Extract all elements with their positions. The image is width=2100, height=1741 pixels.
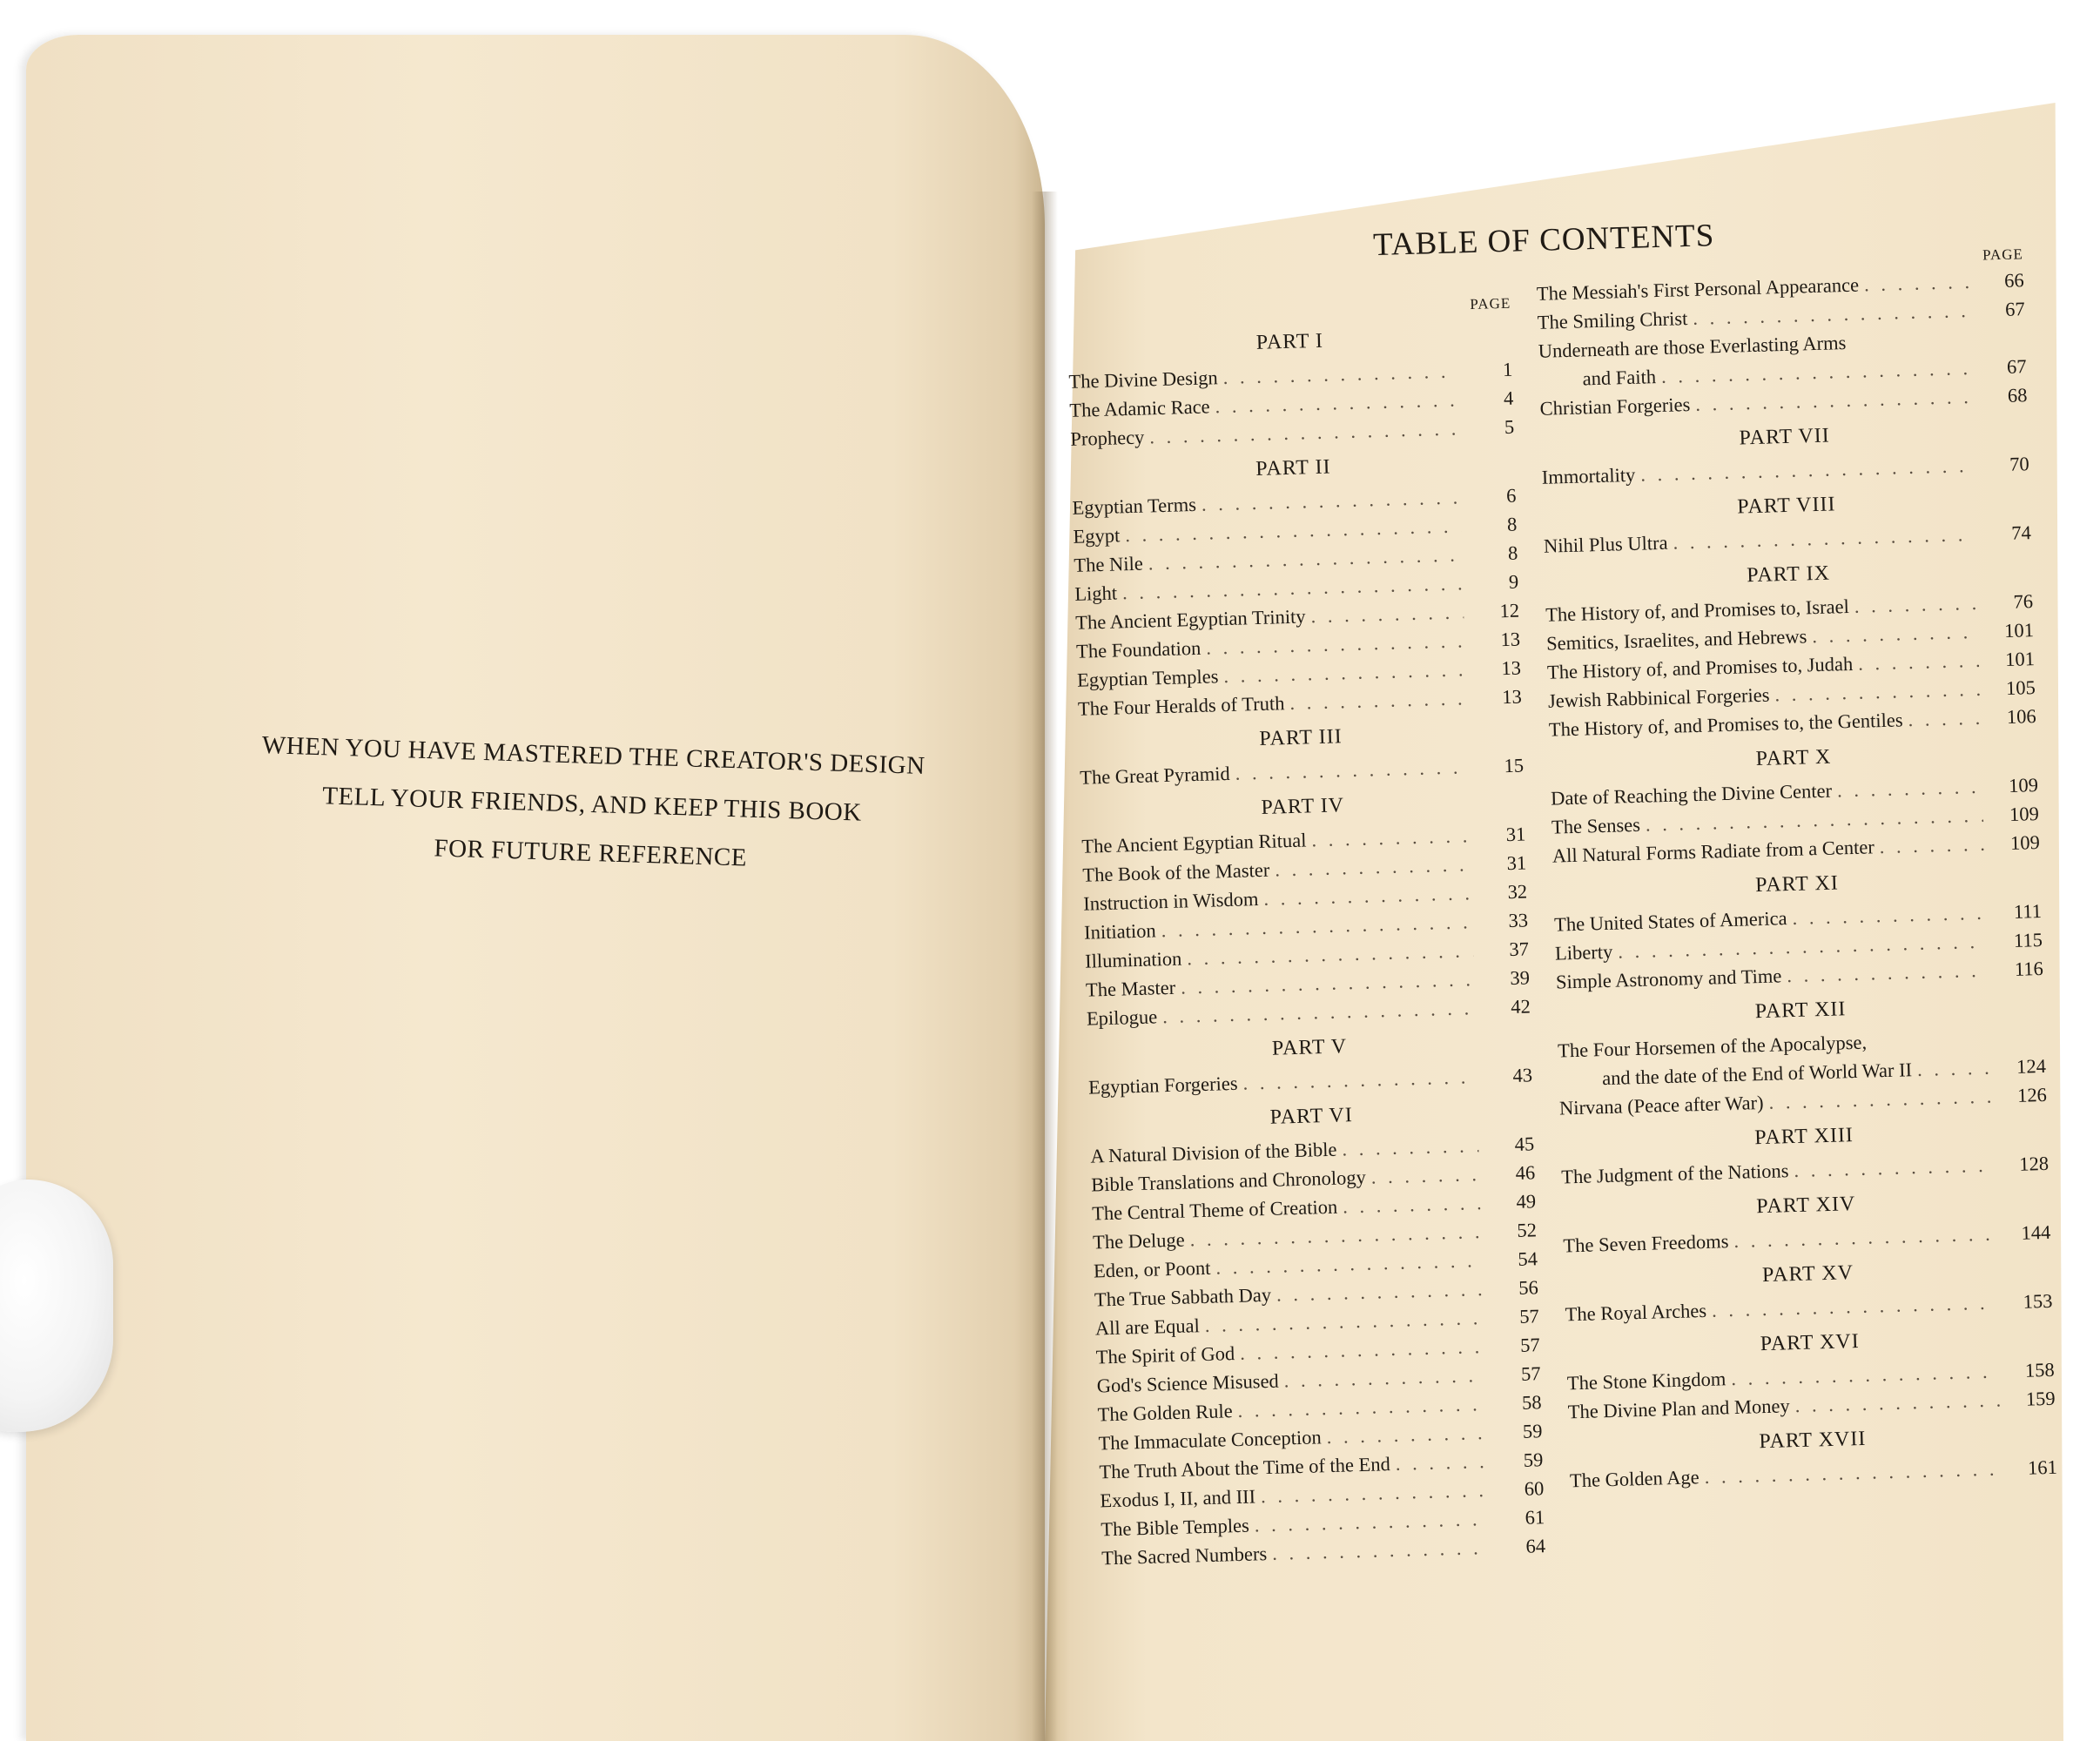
entry-title: Illumination — [1084, 947, 1182, 972]
entry-title: and the date of the End of World War II — [1601, 1059, 1913, 1090]
entry-title: The Ancient Egyptian Trinity — [1074, 605, 1306, 634]
entry-page-number: 13 — [1500, 628, 1521, 651]
part-heading: PART V — [1271, 1035, 1348, 1060]
entry-title: The Senses — [1551, 813, 1641, 838]
entry-page-number — [1975, 344, 2026, 346]
dot-leader — [1310, 597, 1464, 630]
entry-page-number: 101 — [2003, 619, 2035, 642]
entry-page-number: 57 — [1519, 1334, 1540, 1356]
entry-page-number: 4 — [1503, 387, 1514, 409]
entry-title: Epilogue — [1086, 1005, 1158, 1030]
entry-title: The Judgment of the Nations — [1560, 1160, 1789, 1188]
reference-notice — [242, 720, 943, 888]
notice-line: TELL YOUR FRIENDS, AND KEEP THIS BOOK — [321, 782, 863, 827]
entry-title: and Faith — [1582, 366, 1657, 390]
page-column-label: PAGE — [1470, 294, 1511, 313]
part-heading: PART VII — [1739, 424, 1831, 450]
toc-column-1 — [1067, 292, 1545, 1573]
entry-title: Egyptian Temples — [1076, 665, 1219, 691]
left-page — [26, 35, 1045, 1741]
entry-title: Christian Forgeries — [1539, 393, 1691, 420]
entry-page-number: 59 — [1522, 1420, 1543, 1442]
entry-title: The Four Heralds of Truth — [1077, 692, 1285, 720]
entry-page-number: 101 — [2004, 648, 2036, 671]
page-column-label: PAGE — [1982, 245, 2024, 264]
entry-title: The Nile — [1074, 552, 1144, 576]
dot-leader — [1864, 267, 1969, 299]
entry-page-number: 37 — [1509, 938, 1530, 961]
entry-title: The Four Horsemen of the Apocalypse, — [1557, 1031, 1868, 1062]
entry-page-number: 33 — [1508, 909, 1529, 932]
entry-title: Date of Reaching the Divine Center — [1550, 779, 1833, 810]
entry-page-number: 15 — [1504, 754, 1525, 777]
part-heading: PART VIII — [1736, 493, 1836, 519]
entry-page-number: 52 — [1517, 1219, 1538, 1241]
entry-title: A Natural Division of the Bible — [1090, 1138, 1337, 1167]
dot-leader — [1837, 772, 1983, 805]
entry-page-number: 68 — [2007, 384, 2028, 407]
entry-page-number: 111 — [2013, 899, 2043, 923]
dot-leader — [1812, 617, 1979, 650]
entry-title: Semitics, Israelites, and Hebrews — [1545, 625, 1807, 655]
entry-page-number: 109 — [2009, 830, 2041, 854]
notice-line: FOR FUTURE REFERENCE — [433, 834, 748, 872]
entry-title: Underneath are those Everlasting Arms — [1538, 331, 1847, 362]
entry-title: The Foundation — [1075, 636, 1201, 662]
entry-title: Nirvana (Peace after War) — [1558, 1091, 1764, 1119]
entry-page-number: 76 — [2013, 590, 2034, 613]
entry-page-number: 105 — [2005, 676, 2036, 699]
entry-title: The Royal Arches — [1565, 1299, 1707, 1326]
entry-page-number: 116 — [2014, 957, 2044, 980]
part-heading: PART IV — [1261, 794, 1345, 819]
entry-page-number: 115 — [2013, 928, 2043, 951]
toc-title: TABLE OF CONTENTS — [1372, 218, 1715, 264]
entry-title: The Deluge — [1092, 1228, 1186, 1254]
book-gutter — [1032, 192, 1058, 1741]
part-heading: PART XV — [1761, 1261, 1854, 1287]
entry-page-number: 106 — [2006, 705, 2037, 728]
entry-title: Immortality — [1541, 463, 1636, 488]
entry-title: All are Equal — [1094, 1314, 1201, 1340]
entry-title: The History of, and Promises to, Israel — [1545, 595, 1850, 626]
entry-title: The Divine Plan and Money — [1567, 1395, 1791, 1423]
part-heading: PART XI — [1754, 871, 1840, 897]
entry-title: The Messiah's First Personal Appearance — [1536, 273, 1860, 305]
entry-title: Eden, or Poont — [1093, 1256, 1211, 1282]
part-heading: PART I — [1255, 329, 1324, 354]
entry-page-number: 1 — [1502, 358, 1513, 380]
entry-page-number: 153 — [2023, 1289, 2053, 1313]
part-heading: PART XIII — [1753, 1124, 1854, 1150]
dot-leader — [1858, 646, 1980, 678]
entry-page-number: 158 — [2024, 1358, 2056, 1381]
entry-title: The Great Pyramid — [1079, 762, 1230, 789]
part-heading: PART X — [1755, 745, 1832, 771]
entry-page-number: 32 — [1507, 880, 1528, 904]
entry-title: The Golden Rule — [1097, 1400, 1233, 1426]
dot-leader — [1879, 830, 1984, 861]
entry-title: The Truth About the Time of the End — [1099, 1453, 1391, 1483]
dot-leader — [1794, 1151, 1994, 1185]
entry-title: Instruction in Wisdom — [1082, 888, 1259, 915]
entry-title: The Master — [1085, 976, 1176, 1001]
part-heading: PART III — [1259, 725, 1343, 750]
entry-page-number: 5 — [1504, 415, 1515, 438]
entry-title: The Smiling Christ — [1537, 307, 1688, 333]
entry-page-number: 8 — [1506, 513, 1518, 535]
entry-page-number: 74 — [2010, 521, 2032, 544]
part-heading: PART II — [1255, 455, 1331, 481]
entry-page-number: 12 — [1499, 599, 1520, 622]
entry-page-number: 126 — [2016, 1083, 2048, 1106]
entry-page-number: 45 — [1514, 1133, 1535, 1155]
dot-leader — [1343, 1188, 1481, 1220]
entry-page-number: 70 — [2009, 453, 2029, 475]
entry-page-number: 56 — [1518, 1276, 1539, 1299]
entry-title: Initiation — [1083, 919, 1157, 944]
entry-title: The Golden Age — [1569, 1466, 1700, 1492]
entry-page-number: 128 — [2018, 1152, 2050, 1175]
entry-page-number: 54 — [1518, 1247, 1538, 1270]
entry-page-number: 31 — [1506, 851, 1527, 875]
entry-page-number: 46 — [1515, 1161, 1536, 1184]
entry-page-number: 9 — [1508, 570, 1519, 593]
entry-title: The Book of the Master — [1082, 858, 1270, 886]
dot-leader — [1342, 1131, 1479, 1163]
entry-title: The Sacred Numbers — [1100, 1543, 1268, 1570]
entry-page-number: 60 — [1524, 1477, 1545, 1500]
notice-line: WHEN YOU HAVE MASTERED THE CREATOR'S DESIGN — [261, 731, 926, 780]
part-heading: PART VI — [1269, 1104, 1354, 1129]
entry-title: Bible Translations and Chronology — [1090, 1166, 1367, 1196]
part-heading: PART XVI — [1760, 1330, 1861, 1356]
entry-page-number: 61 — [1525, 1506, 1545, 1529]
entry-title: The Ancient Egyptian Ritual — [1081, 829, 1307, 857]
dot-leader — [1908, 703, 1981, 734]
entry-page-number: 161 — [2027, 1455, 2058, 1479]
entry-page-number: 42 — [1510, 995, 1531, 1018]
entry-page-number: 159 — [2025, 1387, 2056, 1410]
entry-title: Nihil Plus Ultra — [1543, 531, 1668, 557]
part-heading: PART XII — [1754, 998, 1847, 1024]
entry-title: The Central Theme of Creation — [1091, 1195, 1338, 1225]
entry-page-number: 57 — [1518, 1305, 1540, 1328]
entry-page-number: 124 — [2016, 1054, 2047, 1078]
table-of-contents — [1064, 181, 2085, 1570]
entry-page-number: 67 — [2004, 298, 2025, 320]
entry-title: Egypt — [1073, 524, 1121, 548]
entry-page-number: 6 — [1505, 484, 1517, 507]
entry-page-number: 109 — [2009, 803, 2040, 825]
dot-leader — [1787, 956, 1988, 990]
entry-page-number: 66 — [2003, 269, 2025, 292]
entry-page-number: 59 — [1523, 1449, 1544, 1471]
entry-title: Light — [1074, 581, 1118, 605]
entry-title: Jewish Rabbinical Forgeries — [1547, 683, 1770, 712]
entry-title: The True Sabbath Day — [1094, 1283, 1272, 1311]
dot-leader — [1395, 1447, 1487, 1478]
entry-page-number: 8 — [1507, 541, 1518, 564]
entry-title: Exodus I, II, and III — [1100, 1485, 1256, 1512]
entry-title: The History of, and Promises to, the Gentiles — [1548, 709, 1903, 741]
dot-leader — [1326, 1418, 1487, 1451]
entry-title: Egyptian Forgeries — [1087, 1072, 1238, 1099]
dot-leader — [1794, 1386, 2000, 1421]
entry-page-number — [1995, 1044, 2045, 1045]
entry-title: The United States of America — [1553, 907, 1787, 936]
entry-title: The History of, and Promises to, Judah — [1546, 652, 1854, 683]
entry-title: The Immaculate Conception — [1098, 1426, 1323, 1455]
dot-leader — [1854, 588, 1977, 621]
entry-page-number: 109 — [2008, 774, 2039, 797]
entry-title: The Spirit of God — [1095, 1342, 1235, 1368]
entry-page-number: 49 — [1516, 1190, 1537, 1213]
entry-page-number: 67 — [2006, 355, 2027, 378]
part-heading: PART XIV — [1755, 1193, 1856, 1219]
entry-title: The Divine Design — [1068, 366, 1219, 393]
entry-page-number: 43 — [1512, 1064, 1533, 1086]
part-heading: PART XVII — [1759, 1427, 1867, 1454]
entry-page-number: 144 — [2021, 1220, 2051, 1244]
entry-title: The Adamic Race — [1069, 395, 1210, 421]
part-heading: PART IX — [1746, 561, 1831, 588]
entry-title: God's Science Misused — [1096, 1369, 1280, 1397]
dot-leader — [1851, 346, 1969, 349]
dot-leader — [1370, 1160, 1479, 1191]
entry-page-number: 13 — [1501, 656, 1522, 680]
entry-page-number: 57 — [1520, 1362, 1541, 1385]
entry-page-number: 58 — [1521, 1391, 1542, 1414]
entry-page-number: 64 — [1525, 1535, 1546, 1557]
entry-title: Simple Astronomy and Time — [1555, 965, 1782, 993]
dot-leader — [1872, 1045, 1989, 1049]
entry-title: Liberty — [1554, 940, 1613, 965]
entry-page-number: 13 — [1502, 685, 1523, 709]
entry-title: The Bible Temples — [1100, 1514, 1250, 1541]
entry-page-number: 31 — [1505, 823, 1526, 846]
dot-leader — [1289, 683, 1466, 717]
entry-title: Prophecy — [1070, 426, 1145, 450]
entry-page-number: 39 — [1510, 966, 1531, 990]
entry-title: The Stone Kingdom — [1566, 1368, 1726, 1395]
dot-leader — [1917, 1053, 1991, 1084]
entry-title: Egyptian Terms — [1072, 493, 1197, 519]
dot-leader — [1272, 1533, 1491, 1568]
toc-column-2 — [1536, 243, 2058, 1495]
entry-title: The Seven Freedoms — [1563, 1230, 1729, 1257]
dot-leader — [1311, 821, 1471, 854]
entry-title: All Natural Forms Radiate from a Center — [1551, 836, 1875, 867]
